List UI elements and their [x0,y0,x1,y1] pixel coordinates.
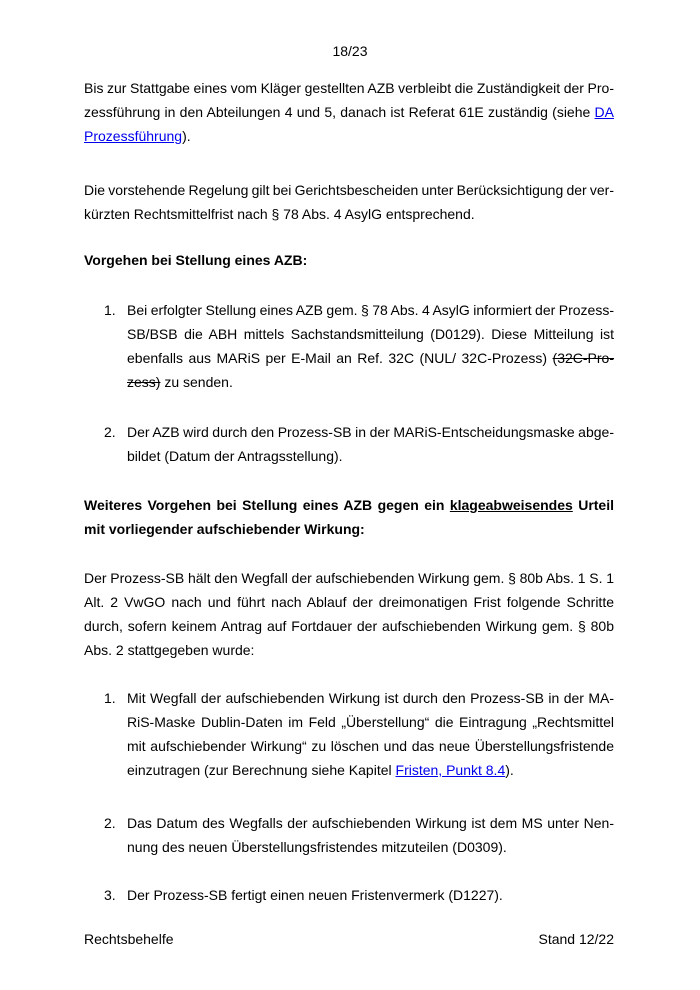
section-heading [84,248,614,272]
body-text: Vorgehen bei Stellung eines AZB: [84,252,308,268]
list-item-number: 2. [104,424,116,440]
document-content [84,76,614,951]
body-text: einzutragen (zur Berechnung siehe Kapitel [127,762,396,778]
list-item [84,298,614,394]
body-text: Bis zur Stattgabe eines vom Kläger gestellten AZB verbleibt die Zuständigkeit der Pro- [84,80,614,96]
body-text: Bei erfolgter Stellung eines AZB gem. § 78 Abs. 4 AsylG informiert der Prozess- [127,302,614,318]
list-item-number: 2. [104,815,116,831]
body-text: Die vorstehende Regelung gilt bei Gerichtsbescheiden unter Berücksichtigung der ver- [84,182,614,198]
paragraph [84,566,614,662]
list-item [84,811,614,859]
body-text: Das Datum des Wegfalls der aufschiebenden Wirkung ist dem MS unter Nen- [127,815,614,831]
body-text: durch, sofern keinem Antrag auf Fortdauer der aufschiebenden Wirkung gem. § 80b [84,618,614,634]
page-number: 18/23 [332,43,368,59]
footer-version-stamp: Stand 12/22 [538,931,614,947]
body-text: Weiteres Vorgehen bei Stellung eines AZB gegen ein [84,497,450,513]
list-item-number: 1. [104,690,116,706]
link-da-prozessfuehrung[interactable]: DA [594,104,614,120]
body-text: Mit Wegfall der aufschiebenden Wirkung ist durch den Prozess-SB in der MA- [127,690,614,706]
body-text: Der Prozess-SB fertigt einen neuen Fristenvermerk (D1227). [127,887,503,903]
body-text: zu senden. [160,374,233,390]
body-text: ). [182,128,191,144]
body-text: mit vorliegender aufschiebender Wirkung: [84,521,365,537]
body-text: kürzten Rechtsmittelfrist nach § 78 Abs. 4 AsylG entsprechend. [84,206,475,222]
list-item-number: 1. [104,302,116,318]
document-footer [84,927,614,951]
struck-text: (32C-Pro- [552,350,614,366]
list-item [84,883,614,907]
body-text: SB/BSB die ABH mittels Sachstandsmitteilung (D0129). Diese Mitteilung ist [127,326,614,342]
section-heading [84,493,614,541]
underlined-text: klageabweisendes [449,497,573,513]
body-text: Der Prozess-SB hält den Wegfall der aufschiebenden Wirkung gem. § 80b Abs. 1 S. 1 [84,570,614,586]
body-text: ). [505,762,514,778]
body-text: RiS-Maske Dublin-Daten im Feld „Überstellung“ die Eintragung „Rechtsmittel [127,714,614,730]
body-text: nung des neuen Überstellungsfristendes mitzuteilen (D0309). [127,839,507,855]
link-fristen-punkt-8-4[interactable]: Fristen, Punkt 8.4 [395,762,506,778]
list-item [84,686,614,782]
body-text: mit aufschiebender Wirkung“ zu löschen und das neue Überstellungsfristende [127,738,614,754]
paragraph [84,178,614,226]
body-text: Alt. 2 VwGO nach und führt nach Ablauf der dreimonatigen Frist folgende Schritte [84,594,614,610]
paragraph [84,76,614,148]
body-text: Urteil [572,497,614,513]
content-blocks [84,76,614,907]
body-text: ebenfalls aus MARiS per E-Mail an Ref. 32C (NUL/ 32C-Prozess) [127,350,553,366]
body-text: Der AZB wird durch den Prozess-SB in der MARiS-Entscheidungsmaske abge- [127,424,614,440]
list-item [84,420,614,468]
link-da-prozessfuehrung[interactable]: Prozessführung [84,128,183,144]
struck-text: zess) [127,374,161,390]
body-text: bildet (Datum der Antragsstellung). [127,448,343,464]
footer-section-title: Rechtsbehelfe [84,931,174,947]
body-text: Abs. 2 stattgegeben wurde: [84,642,255,658]
list-item-number: 3. [104,887,116,903]
body-text: zessführung in den Abteilungen 4 und 5, danach ist Referat 61E zuständig (siehe [84,104,595,120]
